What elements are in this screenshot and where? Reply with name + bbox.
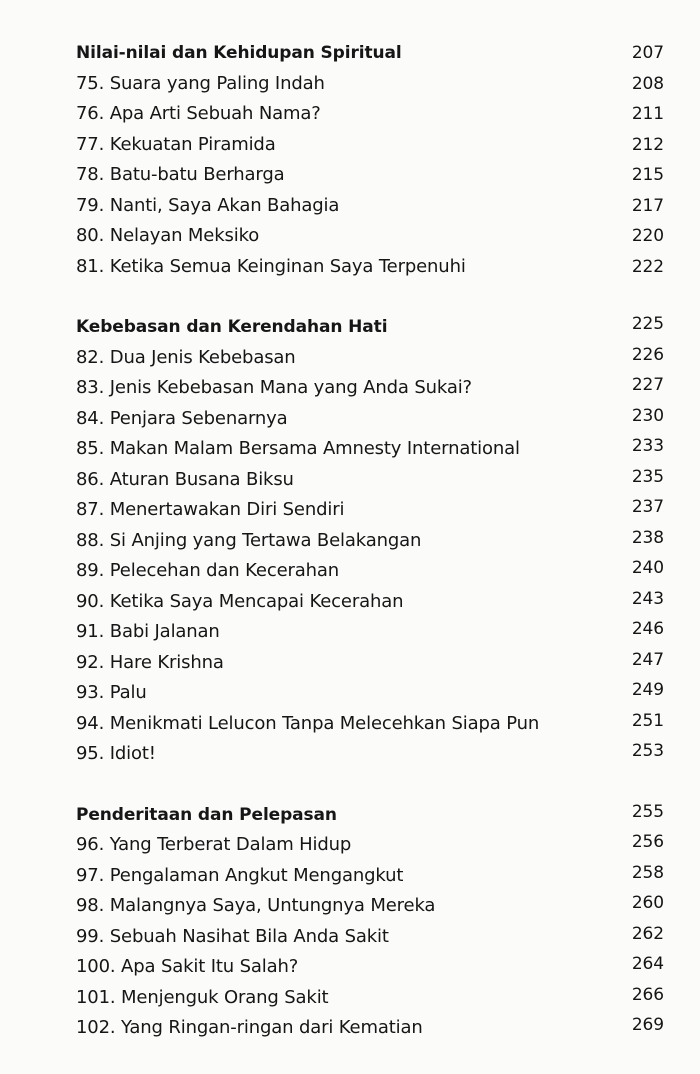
entry-title: 84. Penjara Sebenarnya xyxy=(76,407,288,429)
toc-entry xyxy=(76,130,664,161)
entry-title: 88. Si Anjing yang Tertawa Belakangan xyxy=(76,529,422,551)
entry-title: 86. Aturan Busana Biksu xyxy=(76,468,294,490)
section-heading xyxy=(76,38,664,69)
toc-entry xyxy=(76,373,664,404)
entry-title: 78. Batu-batu Berharga xyxy=(76,164,285,185)
entry-title: 96. Yang Terberat Dalam Hidup xyxy=(76,834,352,855)
toc-entry xyxy=(76,922,664,953)
section-title: Nilai-nilai dan Kehidupan Spiritual xyxy=(76,43,402,63)
toc-entry xyxy=(76,739,664,770)
toc-entry xyxy=(76,160,664,191)
toc-entry xyxy=(76,891,664,922)
entry-page-number: 233 xyxy=(631,436,664,456)
entry-page-number: 246 xyxy=(631,619,664,639)
table-of-contents xyxy=(76,38,664,1074)
toc-entry xyxy=(76,99,664,130)
entry-page-number: 230 xyxy=(631,405,664,426)
toc-section-suffering-release xyxy=(76,800,664,1044)
entry-page-number: 251 xyxy=(631,710,664,731)
toc-entry xyxy=(76,252,664,283)
entry-page-number: 215 xyxy=(631,165,664,185)
toc-entry xyxy=(76,404,664,435)
entry-page-number: 208 xyxy=(631,73,664,94)
section-page-number: 255 xyxy=(631,801,664,822)
entry-title: 93. Palu xyxy=(76,682,147,703)
entry-title: 81. Ketika Semua Keinginan Saya Terpenuhi xyxy=(76,255,466,277)
section-page-number: 207 xyxy=(631,43,664,63)
entry-page-number: 269 xyxy=(631,1015,664,1035)
entry-page-number: 237 xyxy=(631,497,664,517)
toc-entry xyxy=(76,1013,664,1044)
entry-title: 92. Hare Krishna xyxy=(76,651,224,673)
entry-page-number: 260 xyxy=(631,893,664,913)
entry-title: 87. Menertawakan Diri Sendiri xyxy=(76,499,345,520)
toc-entry xyxy=(76,983,664,1014)
toc-entry xyxy=(76,221,664,252)
entry-title: 76. Apa Arti Sebuah Nama? xyxy=(76,103,321,124)
entry-page-number: 238 xyxy=(631,527,664,548)
entry-title: 80. Nelayan Meksiko xyxy=(76,225,260,246)
entry-title: 97. Pengalaman Angkut Mengangkut xyxy=(76,864,404,886)
entry-page-number: 249 xyxy=(631,680,664,700)
entry-page-number: 256 xyxy=(631,832,664,852)
entry-title: 82. Dua Jenis Kebebasan xyxy=(76,346,296,368)
toc-entry xyxy=(76,69,664,100)
toc-entry xyxy=(76,526,664,557)
entry-page-number: 226 xyxy=(631,344,664,365)
section-title: Kebebasan dan Kerendahan Hati xyxy=(76,317,388,337)
entry-title: 91. Babi Jalanan xyxy=(76,621,220,642)
toc-entry xyxy=(76,678,664,709)
toc-entry xyxy=(76,617,664,648)
toc-entry xyxy=(76,861,664,892)
toc-entry xyxy=(76,587,664,618)
entry-page-number: 262 xyxy=(631,923,664,944)
section-page-number: 225 xyxy=(631,314,664,334)
entry-page-number: 264 xyxy=(631,954,664,974)
toc-entry xyxy=(76,495,664,526)
toc-entry xyxy=(76,465,664,496)
section-title: Penderitaan dan Pelepasan xyxy=(76,804,337,825)
entry-page-number: 247 xyxy=(631,649,664,670)
section-heading xyxy=(76,312,664,343)
toc-entry xyxy=(76,648,664,679)
entry-page-number: 217 xyxy=(631,195,664,216)
entry-page-number: 220 xyxy=(631,226,664,246)
toc-section-freedom-humility xyxy=(76,312,664,770)
entry-page-number: 258 xyxy=(631,862,664,883)
entry-title: 98. Malangnya Saya, Untungnya Mereka xyxy=(76,895,436,916)
entry-title: 99. Sebuah Nasihat Bila Anda Sakit xyxy=(76,925,389,947)
entry-page-number: 266 xyxy=(631,984,664,1005)
entry-page-number: 253 xyxy=(631,741,664,761)
entry-page-number: 211 xyxy=(631,104,664,124)
entry-title: 79. Nanti, Saya Akan Bahagia xyxy=(76,194,340,216)
toc-entry xyxy=(76,556,664,587)
section-heading xyxy=(76,800,664,831)
entry-page-number: 243 xyxy=(631,588,664,609)
toc-section-spiritual-values xyxy=(76,38,664,282)
entry-page-number: 235 xyxy=(631,466,664,487)
entry-title: 90. Ketika Saya Mencapai Kecerahan xyxy=(76,590,404,612)
entry-title: 75. Suara yang Paling Indah xyxy=(76,72,325,94)
toc-entry xyxy=(76,830,664,861)
entry-page-number: 227 xyxy=(631,375,664,395)
toc-entry xyxy=(76,952,664,983)
entry-page-number: 240 xyxy=(631,558,664,578)
entry-title: 101. Menjenguk Orang Sakit xyxy=(76,986,329,1008)
entry-title: 95. Idiot! xyxy=(76,743,156,764)
toc-entry xyxy=(76,191,664,222)
entry-title: 100. Apa Sakit Itu Salah? xyxy=(76,956,299,977)
entry-page-number: 222 xyxy=(631,256,664,277)
toc-entry xyxy=(76,709,664,740)
entry-page-number: 212 xyxy=(631,134,664,155)
entry-title: 85. Makan Malam Bersama Amnesty International xyxy=(76,438,520,459)
entry-title: 83. Jenis Kebebasan Mana yang Anda Sukai? xyxy=(76,377,472,398)
entry-title: 102. Yang Ringan-ringan dari Kematian xyxy=(76,1017,423,1038)
entry-title: 89. Pelecehan dan Kecerahan xyxy=(76,560,340,581)
entry-title: 94. Menikmati Lelucon Tanpa Melecehkan Siapa Pun xyxy=(76,712,540,734)
entry-title: 77. Kekuatan Piramida xyxy=(76,133,276,155)
toc-entry xyxy=(76,343,664,374)
toc-entry xyxy=(76,434,664,465)
